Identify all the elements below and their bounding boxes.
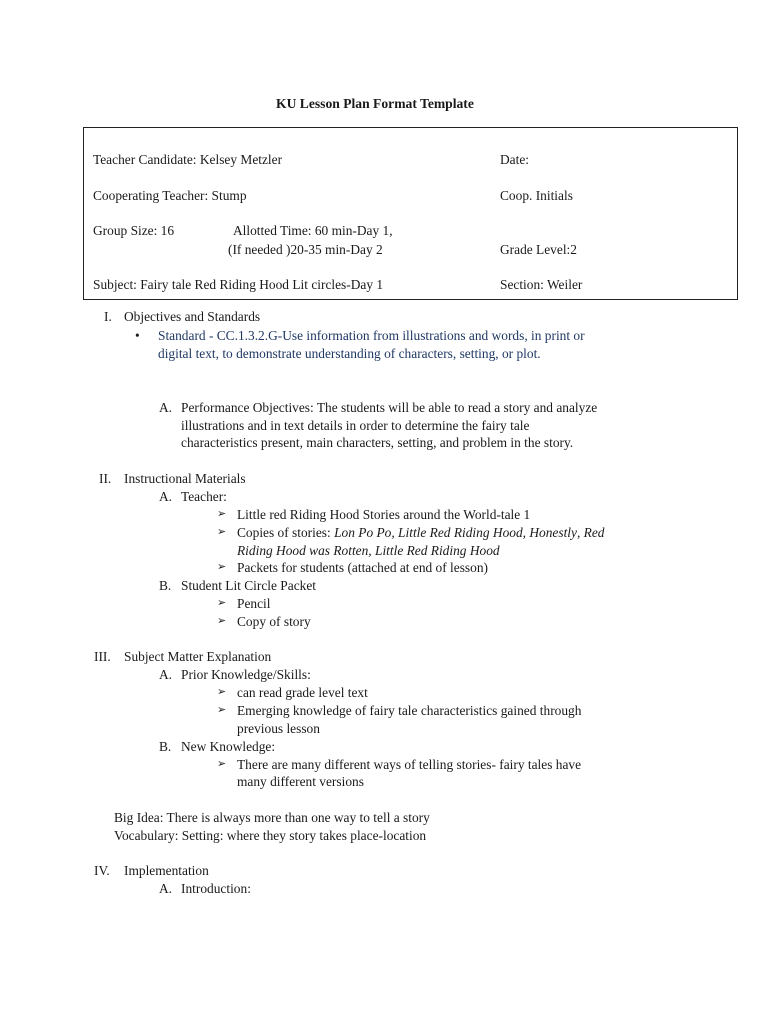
section-1-numeral: I.: [104, 309, 112, 324]
arrow-bullet-icon: ➢: [217, 561, 227, 573]
arrow-bullet-icon: ➢: [217, 686, 227, 698]
section-2-numeral: II.: [99, 471, 112, 486]
cooperating-teacher: Cooperating Teacher: Stump: [93, 188, 247, 203]
prior-item-2-line2: previous lesson: [237, 721, 320, 736]
teacher-item-2-prefix: Copies of stories:: [237, 525, 335, 540]
grade-level: Grade Level:2: [500, 242, 577, 257]
prior-knowledge-letter: A.: [159, 667, 173, 682]
teacher-item-1: Little red Riding Hood Stories around the World-tale 1: [237, 507, 531, 522]
group-size: Group Size: 16: [93, 223, 175, 238]
allotted-time-line1: Allotted Time: 60 min-Day 1,: [233, 223, 393, 238]
coop-initials: Coop. Initials: [500, 188, 573, 203]
introduction-letter: A.: [159, 881, 173, 896]
section-4-heading: Implementation: [124, 863, 209, 878]
allotted-time-line2: (If needed )20-35 min-Day 2: [228, 242, 383, 257]
teacher-candidate: Teacher Candidate: Kelsey Metzler: [93, 152, 283, 167]
prior-item-1: can read grade level text: [237, 685, 368, 700]
performance-line3: characteristics present, main characters, setting, and problem in the story.: [181, 435, 574, 450]
subject: Subject: Fairy tale Red Riding Hood Lit circles-Day 1: [93, 277, 384, 292]
story-titles-2: Red: [583, 525, 605, 540]
new-knowledge-letter: B.: [159, 739, 172, 754]
document-title: KU Lesson Plan Format Template: [276, 96, 474, 111]
arrow-bullet-icon: ➢: [217, 704, 227, 716]
teacher-item-2-comma: ,: [576, 525, 584, 540]
section-2-heading: Instructional Materials: [124, 471, 246, 486]
student-letter: B.: [159, 578, 172, 593]
student-item-1: Pencil: [237, 596, 271, 611]
bullet-icon: •: [135, 328, 140, 343]
section-4-numeral: IV.: [94, 863, 110, 878]
section: Section: Weiler: [500, 277, 583, 292]
story-titles-1: Lon Po Po, Little Red Riding Hood, Honestly: [334, 525, 577, 540]
teacher-letter: A.: [159, 489, 173, 504]
performance-line1: Performance Objectives: The students will be able to read a story and analyze: [181, 400, 598, 415]
prior-item-2-line1: Emerging knowledge of fairy tale characteristics gained through: [237, 703, 582, 718]
teacher-label: Teacher:: [181, 489, 227, 504]
section-1-heading: Objectives and Standards: [124, 309, 261, 324]
teacher-item-3: Packets for students (attached at end of lesson): [237, 560, 488, 575]
arrow-bullet-icon: ➢: [217, 615, 227, 627]
arrow-bullet-icon: ➢: [217, 508, 227, 520]
teacher-item-2-line2: [237, 542, 500, 559]
new-item-1-line1: There are many different ways of telling stories- fairy tales have: [237, 757, 582, 772]
teacher-item-2: [237, 524, 604, 541]
standard-line1: Standard - CC.1.3.2.G-Use information from illustrations and words, in print or: [158, 328, 585, 343]
date-label: Date:: [500, 152, 529, 167]
section-3-heading: Subject Matter Explanation: [124, 649, 272, 664]
student-item-2: Copy of story: [237, 614, 311, 629]
big-idea: Big Idea: There is always more than one way to tell a story: [114, 810, 430, 825]
new-knowledge-label: New Knowledge:: [181, 739, 276, 754]
arrow-bullet-icon: ➢: [217, 758, 227, 770]
prior-knowledge-label: Prior Knowledge/Skills:: [181, 667, 311, 682]
arrow-bullet-icon: ➢: [217, 526, 227, 538]
student-label: Student Lit Circle Packet: [181, 578, 316, 593]
arrow-bullet-icon: ➢: [217, 597, 227, 609]
section-3-numeral: III.: [94, 649, 111, 664]
story-titles-3: Riding Hood was Rotten, Little Red Riding Hood: [237, 543, 500, 558]
vocabulary: Vocabulary: Setting: where they story takes place-location: [114, 828, 427, 843]
performance-line2: illustrations and in text details in order to determine the fairy tale: [181, 418, 530, 433]
introduction-label: Introduction:: [181, 881, 251, 896]
standard-line2: digital text, to demonstrate understanding of characters, setting, or plot.: [158, 346, 541, 361]
new-item-1-line2: many different versions: [237, 774, 364, 789]
performance-letter: A.: [159, 400, 173, 415]
